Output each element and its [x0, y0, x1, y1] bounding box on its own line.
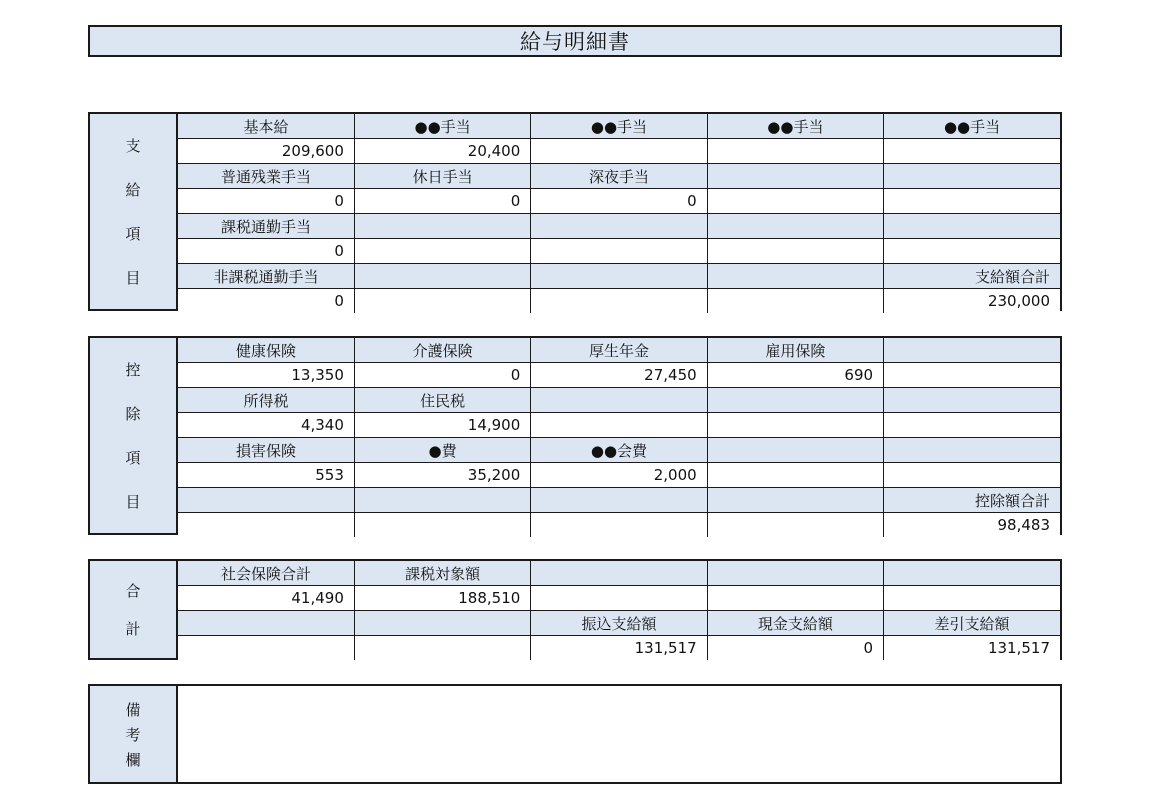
empty-label-cell: [707, 488, 883, 513]
deduction-section-label: [90, 338, 178, 533]
item-label: 課税通勤手当: [178, 214, 354, 239]
totals-table: [178, 561, 1060, 658]
empty-label-cell: [884, 438, 1060, 463]
table-row: [178, 338, 1060, 363]
table-row: [178, 611, 1060, 636]
payment-table: [178, 114, 1060, 309]
payment-label-char: 支: [125, 137, 141, 156]
item-label: 雇用保険: [707, 338, 883, 363]
item-label: 控除額合計: [884, 488, 1060, 513]
payment-section-label: [90, 114, 178, 309]
totals-section-label: [90, 561, 178, 658]
payment-label-char: 項: [125, 224, 141, 243]
item-value[interactable]: 20,400: [354, 139, 530, 164]
item-value[interactable]: 0: [178, 239, 354, 264]
item-value[interactable]: 0: [531, 189, 707, 214]
empty-label-cell: [884, 561, 1060, 586]
deduction-label-char: 除: [125, 405, 141, 424]
item-label: 住民税: [354, 388, 530, 413]
empty-value-cell[interactable]: [707, 139, 883, 164]
deduction-label-char: 項: [125, 448, 141, 467]
empty-value-cell[interactable]: [884, 463, 1060, 488]
table-row: [178, 488, 1060, 513]
payment-label-char: 目: [125, 268, 141, 287]
empty-value-cell[interactable]: [354, 289, 530, 314]
item-label: 所得税: [178, 388, 354, 413]
empty-value-cell[interactable]: [707, 586, 883, 611]
empty-value-cell[interactable]: [531, 513, 707, 538]
table-row: [178, 363, 1060, 388]
table-row: [178, 586, 1060, 611]
totals-label-char: 合: [125, 581, 141, 600]
empty-label-cell: [884, 164, 1060, 189]
empty-label-cell: [178, 488, 354, 513]
empty-value-cell[interactable]: [707, 413, 883, 438]
totals-label-char: 計: [125, 620, 141, 639]
empty-value-cell[interactable]: [707, 189, 883, 214]
empty-value-cell[interactable]: [884, 189, 1060, 214]
item-label: ●●手当: [884, 114, 1060, 139]
empty-label-cell: [354, 214, 530, 239]
empty-value-cell[interactable]: [884, 239, 1060, 264]
empty-label-cell: [531, 388, 707, 413]
payment-label-char: 給: [125, 181, 141, 200]
empty-label-cell: [707, 388, 883, 413]
item-value[interactable]: 14,900: [354, 413, 530, 438]
empty-label-cell: [707, 264, 883, 289]
empty-label-cell: [884, 338, 1060, 363]
item-label: 振込支給額: [531, 611, 707, 636]
notes-section-label: [90, 686, 178, 782]
empty-value-cell[interactable]: [884, 363, 1060, 388]
empty-label-cell: [531, 264, 707, 289]
item-label: 休日手当: [354, 164, 530, 189]
item-value[interactable]: 13,350: [178, 363, 354, 388]
empty-label-cell: [178, 611, 354, 636]
empty-value-cell[interactable]: [354, 513, 530, 538]
item-label: 現金支給額: [707, 611, 883, 636]
item-label: 健康保険: [178, 338, 354, 363]
table-row: [178, 214, 1060, 239]
item-value[interactable]: 131,517: [884, 636, 1060, 661]
item-value[interactable]: 35,200: [354, 463, 530, 488]
empty-label-cell: [354, 264, 530, 289]
table-row: [178, 413, 1060, 438]
item-label: ●費: [354, 438, 530, 463]
empty-value-cell[interactable]: [178, 513, 354, 538]
empty-value-cell[interactable]: [707, 289, 883, 314]
deduction-label-char: 控: [125, 361, 141, 380]
notes-section: [88, 684, 1062, 784]
item-value[interactable]: 188,510: [354, 586, 530, 611]
empty-value-cell[interactable]: [707, 513, 883, 538]
payment-section: [88, 112, 1062, 311]
item-label: 普通残業手当: [178, 164, 354, 189]
item-label: 深夜手当: [531, 164, 707, 189]
item-label: ●●手当: [707, 114, 883, 139]
item-value[interactable]: 41,490: [178, 586, 354, 611]
table-row: [178, 438, 1060, 463]
empty-value-cell[interactable]: [354, 636, 530, 661]
empty-label-cell: [354, 488, 530, 513]
table-row: [178, 513, 1060, 538]
item-value[interactable]: 131,517: [531, 636, 707, 661]
item-label: 支給額合計: [884, 264, 1060, 289]
item-value[interactable]: 0: [707, 636, 883, 661]
notes-label-char: 備: [125, 700, 141, 719]
deduction-section: [88, 336, 1062, 535]
notes-label-char: 考: [125, 725, 141, 744]
table-row: [178, 264, 1060, 289]
empty-value-cell[interactable]: [707, 463, 883, 488]
empty-value-cell[interactable]: [884, 139, 1060, 164]
table-row: [178, 561, 1060, 586]
table-row: [178, 463, 1060, 488]
empty-label-cell: [707, 438, 883, 463]
item-label: 基本給: [178, 114, 354, 139]
empty-value-cell[interactable]: [531, 586, 707, 611]
item-value[interactable]: 230,000: [884, 289, 1060, 314]
item-label: 厚生年金: [531, 338, 707, 363]
table-row: [178, 289, 1060, 314]
table-row: [178, 239, 1060, 264]
item-value[interactable]: 0: [178, 289, 354, 314]
item-label: 介護保険: [354, 338, 530, 363]
item-label: 課税対象額: [354, 561, 530, 586]
item-value[interactable]: 209,600: [178, 139, 354, 164]
deduction-table: [178, 338, 1060, 533]
empty-value-cell[interactable]: [178, 636, 354, 661]
item-label: ●●会費: [531, 438, 707, 463]
empty-label-cell: [707, 561, 883, 586]
empty-value-cell[interactable]: [354, 239, 530, 264]
empty-value-cell[interactable]: [531, 413, 707, 438]
empty-value-cell[interactable]: [884, 413, 1060, 438]
item-value[interactable]: 0: [354, 189, 530, 214]
item-value[interactable]: 690: [707, 363, 883, 388]
item-label: 非課税通勤手当: [178, 264, 354, 289]
empty-value-cell[interactable]: [884, 586, 1060, 611]
item-value[interactable]: 27,450: [531, 363, 707, 388]
empty-label-cell: [884, 388, 1060, 413]
deduction-label-char: 目: [125, 492, 141, 511]
item-value[interactable]: 0: [354, 363, 530, 388]
table-row: [178, 189, 1060, 214]
table-row: [178, 164, 1060, 189]
item-label: ●●手当: [531, 114, 707, 139]
item-value[interactable]: 553: [178, 463, 354, 488]
item-label: 差引支給額: [884, 611, 1060, 636]
item-value[interactable]: 2,000: [531, 463, 707, 488]
empty-value-cell[interactable]: [531, 289, 707, 314]
empty-value-cell[interactable]: [531, 239, 707, 264]
empty-value-cell[interactable]: [531, 139, 707, 164]
item-label: 社会保険合計: [178, 561, 354, 586]
notes-field[interactable]: [178, 686, 1060, 782]
totals-section: [88, 559, 1062, 660]
table-row: [178, 114, 1060, 139]
page-title: 給与明細書: [88, 25, 1062, 57]
empty-label-cell: [884, 214, 1060, 239]
empty-label-cell: [531, 488, 707, 513]
item-value[interactable]: 4,340: [178, 413, 354, 438]
item-label: ●●手当: [354, 114, 530, 139]
empty-label-cell: [707, 164, 883, 189]
empty-value-cell[interactable]: [707, 239, 883, 264]
table-row: [178, 636, 1060, 661]
empty-label-cell: [531, 561, 707, 586]
empty-label-cell: [707, 214, 883, 239]
table-row: [178, 388, 1060, 413]
item-value[interactable]: 0: [178, 189, 354, 214]
table-row: [178, 139, 1060, 164]
item-label: 損害保険: [178, 438, 354, 463]
item-value[interactable]: 98,483: [884, 513, 1060, 538]
empty-label-cell: [354, 611, 530, 636]
notes-label-char: 欄: [125, 750, 141, 769]
empty-label-cell: [531, 214, 707, 239]
